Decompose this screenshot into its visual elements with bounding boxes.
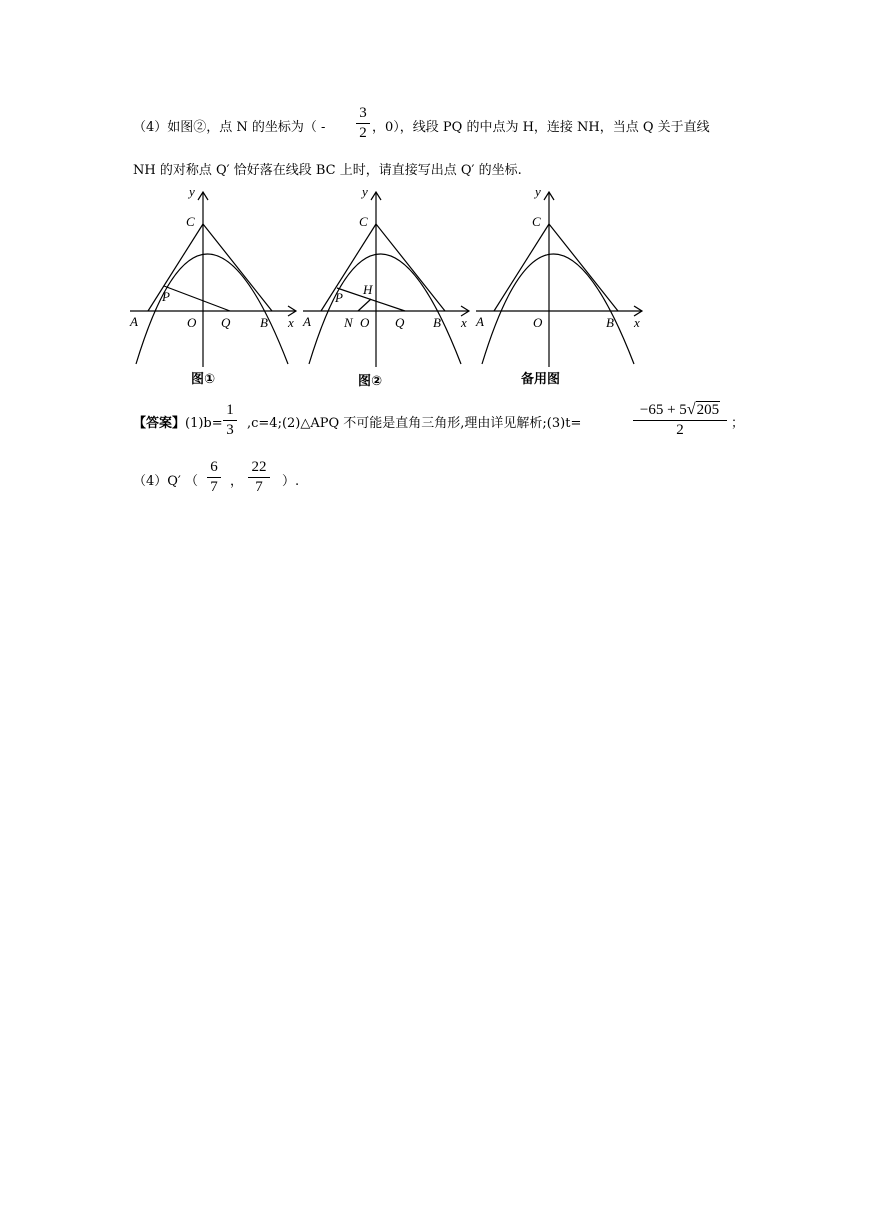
figure-3-diagram — [474, 184, 654, 374]
figure-1-caption: 图① — [191, 372, 216, 387]
label-x: x — [461, 315, 467, 330]
label-B: B — [606, 315, 614, 330]
fraction-numerator: 6 — [210, 459, 218, 475]
answer-part-2: ,c=4;(2)△APQ 不可能是直角三角形,理由详见解析;(3)t= — [247, 416, 582, 431]
fraction-t-denominator: 2 — [676, 422, 684, 438]
figure-2 — [301, 184, 481, 374]
label-A: A — [476, 314, 484, 329]
fraction-numerator: 22 — [251, 459, 267, 475]
parabola — [482, 254, 634, 364]
fraction-numerator: 3 — [359, 105, 367, 121]
fraction-bar — [207, 477, 221, 478]
label-P: P — [162, 289, 170, 304]
fraction-qx — [207, 460, 221, 495]
label-H: H — [363, 282, 373, 297]
sqrt-icon: √ — [686, 401, 696, 418]
label-B: B — [260, 315, 268, 330]
fraction-three-halves — [356, 106, 370, 141]
fraction-bar — [356, 123, 370, 124]
figure-1 — [128, 184, 308, 374]
segment-AC — [494, 224, 549, 311]
answer-line-2-comma — [230, 475, 243, 488]
label-O: O — [360, 315, 370, 330]
answer-label: 【答案】 — [133, 416, 186, 431]
fraction-denominator: 7 — [210, 479, 218, 495]
answer-line-1c — [731, 417, 744, 430]
fraction-bar — [223, 420, 237, 421]
figure-3 — [474, 184, 654, 374]
label-C: C — [532, 214, 541, 229]
label-y: y — [362, 184, 368, 199]
question-4-text-b: ，0），线段 PQ 的中点为 H，连接 NH，当点 Q 关于直线 — [372, 120, 710, 135]
label-y: y — [535, 184, 541, 199]
label-Q: Q — [395, 315, 405, 330]
label-P: P — [335, 290, 343, 305]
fraction-bar — [633, 420, 727, 421]
parabola — [309, 254, 461, 364]
question-4-line-2 — [133, 164, 522, 177]
label-Q: Q — [221, 315, 231, 330]
figure-3-caption: 备用图 — [521, 372, 561, 387]
segment-PQ — [164, 286, 230, 311]
label-x: x — [288, 315, 294, 330]
t-numerator-part: −65 + 5 — [639, 402, 687, 418]
fraction-b — [223, 403, 237, 438]
question-4-text-a: （4）如图②，点 N 的坐标为（ - — [133, 120, 326, 135]
segment-CB — [376, 224, 445, 311]
t-radicand: 205 — [696, 402, 720, 418]
fraction-bar — [248, 477, 270, 478]
fraction-numerator: 1 — [226, 402, 234, 418]
answer-line-2-text-b: ）. — [282, 474, 300, 489]
segment-CB — [549, 224, 618, 311]
label-A: A — [130, 314, 138, 329]
answer-part-3: ； — [731, 416, 745, 431]
label-O: O — [533, 315, 543, 330]
question-4-line-1 — [133, 121, 325, 134]
fraction-denominator: 3 — [226, 422, 234, 438]
label-x: x — [634, 315, 640, 330]
question-4-line-1b — [372, 121, 710, 134]
label-y: y — [189, 184, 195, 199]
figure-1-diagram — [128, 184, 308, 374]
question-4-text-c: NH 的对称点 Q′ 恰好落在线段 BC 上时，请直接写出点 Q′ 的坐标. — [133, 163, 522, 178]
figure-2-caption: 图② — [358, 374, 383, 389]
answer-line-1b — [247, 417, 581, 430]
answer-line-2-text-a: （4）Q′ （ — [133, 474, 199, 489]
segment-NH — [358, 299, 371, 311]
fraction-denominator: 2 — [359, 125, 367, 141]
answer-line-1 — [133, 417, 223, 430]
fraction-denominator: 7 — [255, 479, 263, 495]
segment-CB — [203, 224, 272, 311]
figure-2-diagram — [301, 184, 481, 374]
parabola — [136, 254, 288, 364]
answer-part-1: (1)b= — [185, 416, 223, 431]
answer-line-2 — [133, 475, 198, 488]
answer-comma: ， — [230, 474, 244, 489]
label-B: B — [433, 315, 441, 330]
label-C: C — [359, 214, 368, 229]
label-O: O — [187, 315, 197, 330]
fraction-t — [633, 402, 727, 438]
answer-line-2b — [282, 475, 299, 488]
label-A: A — [303, 314, 311, 329]
label-N: N — [344, 315, 353, 330]
label-C: C — [186, 214, 195, 229]
fraction-qy — [248, 460, 270, 495]
fraction-t-numerator — [633, 402, 727, 418]
